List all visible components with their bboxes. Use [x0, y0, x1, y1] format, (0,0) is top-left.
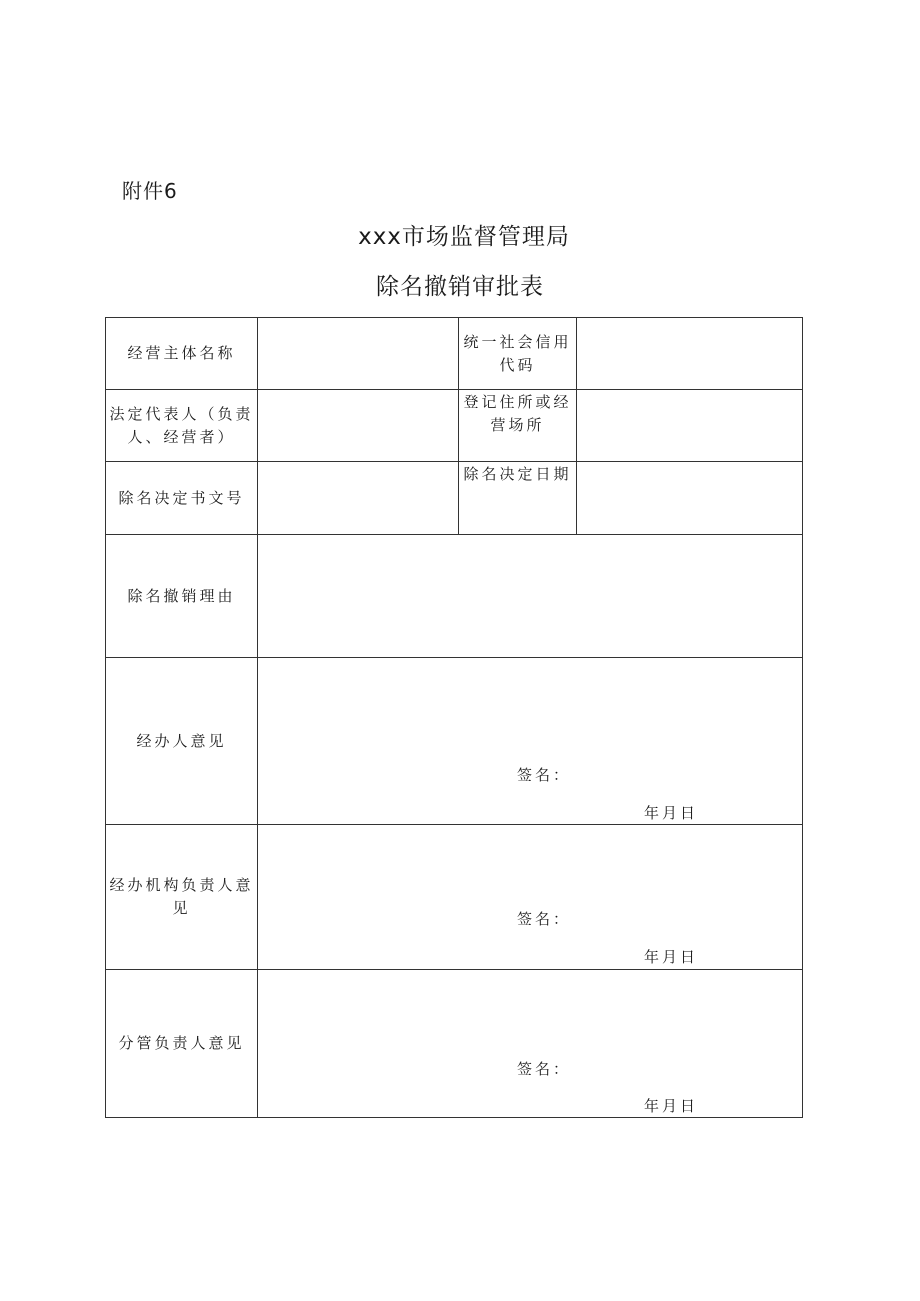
page-title: xxx市场监督管理局 — [358, 224, 570, 250]
revoke-reason-label: 除名撤销理由 — [106, 535, 258, 658]
date-label: 年月日 — [644, 948, 699, 966]
form-row — [106, 658, 803, 825]
form-row — [106, 535, 803, 658]
decision-date-label: 除名决定日期 — [459, 462, 577, 535]
form-row — [106, 825, 803, 970]
decision-doc-no-label: 除名决定书文号 — [106, 462, 258, 535]
signature-label: 签名： — [517, 910, 572, 928]
leader-opinion-label: 分管负责人意见 — [106, 970, 258, 1118]
dept-head-opinion-label: 经办机构负责人意见 — [106, 825, 258, 970]
legal-rep-value[interactable] — [258, 390, 459, 462]
handler-opinion-label: 经办人意见 — [106, 658, 258, 825]
form-row — [106, 970, 803, 1118]
form-row — [106, 390, 803, 462]
signature-label: 签名： — [517, 766, 572, 784]
date-label: 年月日 — [644, 1097, 699, 1115]
leader-opinion-area[interactable] — [258, 970, 803, 1118]
form-row — [106, 318, 803, 390]
legal-rep-label: 法定代表人（负责人、经营者） — [106, 390, 258, 462]
entity-name-label: 经营主体名称 — [106, 318, 258, 390]
date-label: 年月日 — [644, 804, 699, 822]
dept-head-opinion-area[interactable] — [258, 825, 803, 970]
address-value[interactable] — [577, 390, 803, 462]
attachment-label: 附件6 — [122, 179, 178, 203]
form-row — [106, 462, 803, 535]
decision-doc-no-value[interactable] — [258, 462, 459, 535]
credit-code-value[interactable] — [577, 318, 803, 390]
form-title: 除名撤销审批表 — [376, 274, 544, 300]
revoke-reason-value[interactable] — [258, 535, 803, 658]
decision-date-value[interactable] — [577, 462, 803, 535]
handler-opinion-area[interactable] — [258, 658, 803, 825]
address-label: 登记住所或经营场所 — [459, 390, 577, 462]
signature-label: 签名： — [517, 1060, 572, 1078]
credit-code-label: 统一社会信用代码 — [459, 318, 577, 390]
approval-form-table — [105, 317, 803, 1118]
entity-name-value[interactable] — [258, 318, 459, 390]
